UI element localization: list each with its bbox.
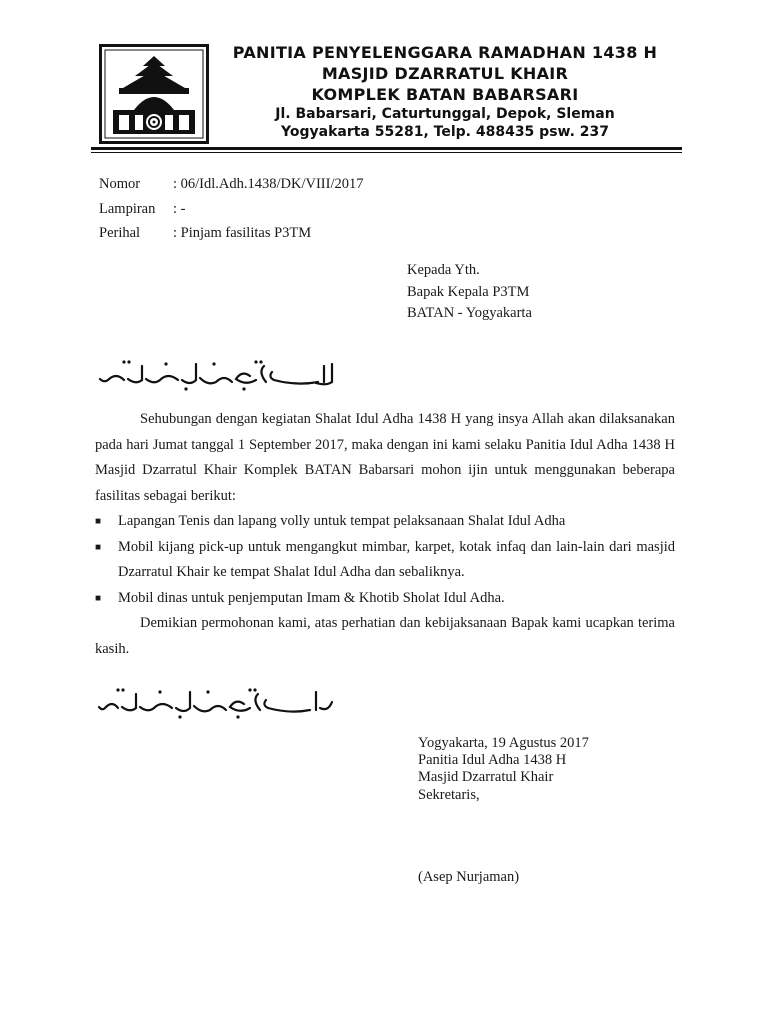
signature-place-date: Yogyakarta, 19 Agustus 2017 <box>418 735 589 751</box>
recipient-block <box>407 260 532 325</box>
list-item <box>95 535 675 586</box>
facility-list <box>95 509 675 611</box>
list-item-text: Lapangan Tenis dan lapang volly untuk tempat pelaksanaan Shalat Idul Adha <box>118 513 566 529</box>
letterhead-complex: KOMPLEK BATAN BABARSARI <box>311 85 579 104</box>
bullet-square-icon: ■ <box>95 541 102 553</box>
signature-org: Panitia Idul Adha 1438 H <box>418 752 567 769</box>
meta-value: : Pinjam fasilitas P3TM <box>173 225 312 241</box>
letterhead-org: PANITIA PENYELENGGARA RAMADHAN 1438 H <box>232 43 658 62</box>
letterhead-divider-thin <box>91 152 682 153</box>
recipient-greeting: Kepada Yth. <box>407 262 480 278</box>
arabic-waalaikum-salam-calligraphy-icon <box>96 680 336 720</box>
meta-value: : - <box>173 200 186 217</box>
meta-label: Perihal <box>99 225 141 241</box>
letterhead-mosque: MASJID DZARRATUL KHAIR <box>321 64 569 83</box>
recipient-title: Bapak Kepala P3TM <box>407 283 530 300</box>
meta-label: Nomor <box>99 176 141 192</box>
signature-role: Sekretaris, <box>418 786 480 803</box>
meta-label: Lampiran <box>99 200 156 217</box>
list-item-text: Mobil kijang pick-up untuk mengangkut mimbar, karpet, kotak infaq dan lain-lain dari masjid Dzarratul Khair ke tempat Shalat Idul Adha dan sebaliknya. <box>118 538 675 580</box>
meta-value: : 06/Idl.Adh.1438/DK/VIII/2017 <box>173 176 364 192</box>
signature-mosque: Masjid Dzarratul Khair <box>418 769 554 786</box>
list-item-text: Mobil dinas untuk penjemputan Imam & Khotib Sholat Idul Adha. <box>118 589 505 606</box>
list-item <box>95 586 675 612</box>
letter-body <box>95 407 675 662</box>
arabic-salam-calligraphy-icon <box>96 352 336 392</box>
mosque-logo-icon <box>99 44 209 144</box>
recipient-org: BATAN - Yogyakarta <box>407 305 532 321</box>
list-item <box>95 509 675 535</box>
letterhead-address: Jl. Babarsari, Caturtunggal, Depok, Sleman <box>275 106 615 122</box>
letterhead-contact: Yogyakarta 55281, Telp. 488435 psw. 237 <box>281 124 609 140</box>
signature-block <box>418 735 589 804</box>
letterhead-divider-thick <box>91 147 682 150</box>
letterhead <box>215 42 675 141</box>
signature-name: (Asep Nurjaman) <box>418 869 520 885</box>
body-paragraph-closing: Demikian permohonan kami, atas perhatian dan kebijaksanaan Bapak kami ucapkan terima kasih. <box>95 615 675 657</box>
body-paragraph-intro: Sehubungan dengan kegiatan Shalat Idul Adha 1438 H yang insya Allah akan dilaksanakan pada hari Jumat tanggal 1 September 2017, maka dengan ini kami selaku Panitia Idul Adha 1438 H Masjid Dzarratul Khair Komplek BATAN Babarsari mohon ijin untuk menggunakan beberapa fasilitas sebagai berikut: <box>95 411 675 504</box>
bullet-square-icon: ■ <box>95 516 102 527</box>
bullet-square-icon: ■ <box>95 592 102 604</box>
